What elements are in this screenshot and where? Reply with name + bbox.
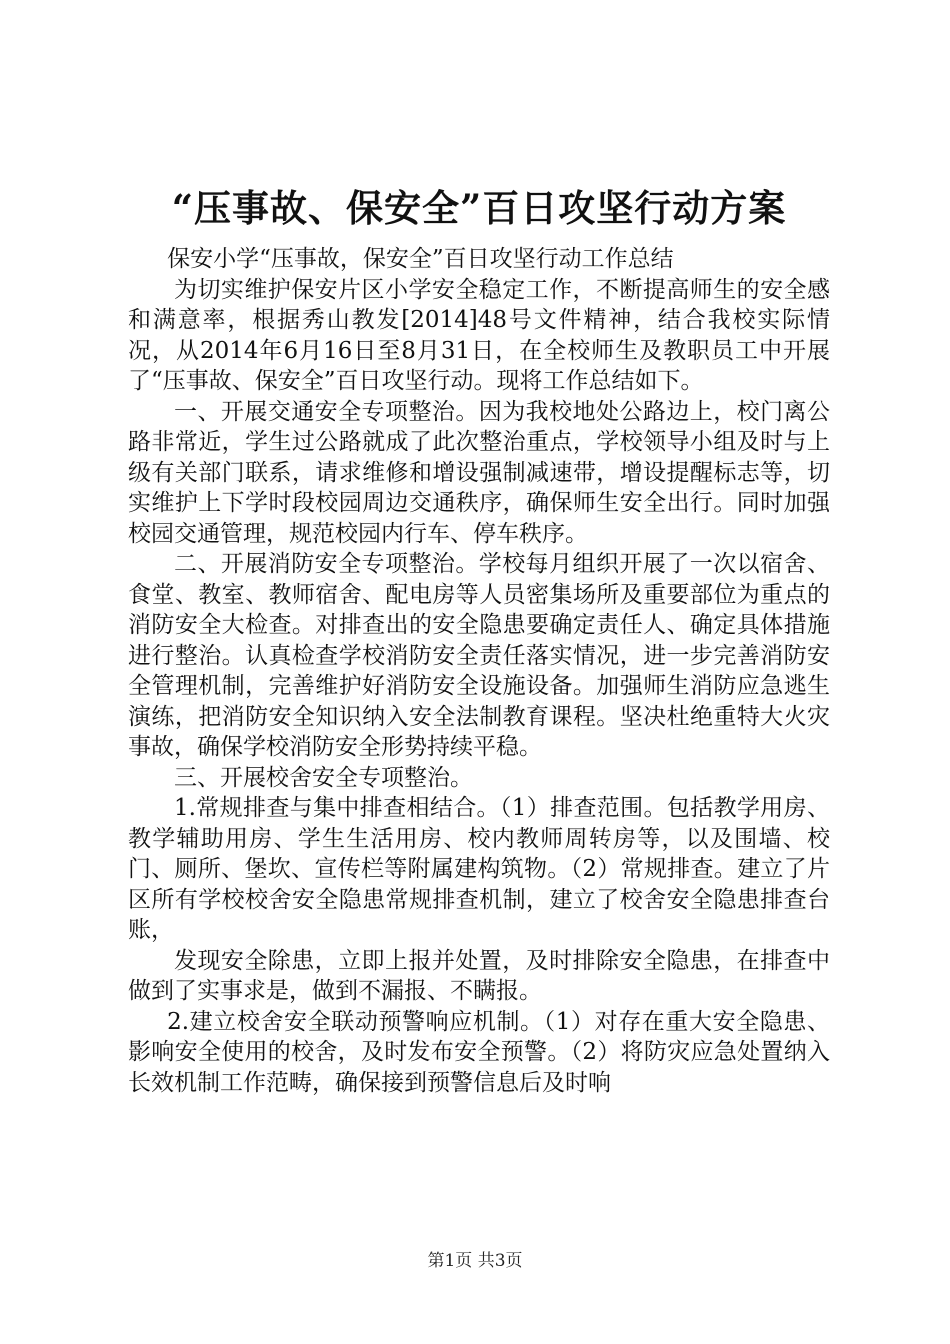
hazard-report-paragraph: 发现安全除患，立即上报并处置，及时排除安全隐患，在排查中做到了实事求是，做到不漏报、不瞒报。	[128, 947, 830, 1004]
document-page	[128, 180, 830, 1098]
document-title: “压事故、保安全”百日攻坚行动方案	[171, 186, 787, 230]
traffic-safety-paragraph: 一、开展交通安全专项整治。因为我校地处公路边上，校门离公路非常近，学生过公路就成了此次整治重点，学校领导小组及时与上级有关部门联系，请求维修和增设强制减速带，增设提醒标志等，切实维护上下学时段校园周边交通秩序，确保师生安全出行。同时加强校园交通管理，规范校园内行车、停车秩序。	[128, 398, 830, 547]
subtitle-paragraph: 保安小学“压事故，保安全”百日攻坚行动工作总结	[167, 246, 674, 272]
building-safety-heading: 三、开展校舍安全专项整治。	[174, 764, 473, 791]
intro-paragraph: 为切实维护保安片区小学安全稳定工作，不断提高师生的安全感和满意率，根据秀山教发[2014]48号文件精神，结合我校实际情况，从2014年6月16日至8月31日，在全校师生及教职员工中开展了“压事故、保安全”百日攻坚行动。现将工作总结如下。	[128, 276, 830, 394]
page-footer: 第1页 共3页	[427, 1251, 523, 1271]
inspection-paragraph: 1.常规排查与集中排查相结合。（1）排查范围。包括教学用房、教学辅助用房、学生生活用房、校内教师周转房等，以及围墙、校门、厕所、堡坎、宣传栏等附属建构筑物。（2）常规排查。建立了片区所有学校校舍安全隐患常规排查机制，建立了校舍安全隐患排查台账，	[128, 795, 830, 943]
fire-safety-paragraph: 二、开展消防安全专项整治。学校每月组织开展了一次以宿舍、食堂、教室、教师宿舍、配电房等人员密集场所及重要部位为重点的消防安全大检查。对排查出的安全隐患要确定责任人、确定具体措施进行整治。认真检查学校消防安全责任落实情况，进一步完善消防安全管理机制，完善维护好消防安全设施设备。加强师生消防应急逃生演练，把消防安全知识纳入安全法制教育课程。坚决杜绝重特大火灾事故，确保学校消防安全形势持续平稳。	[128, 551, 830, 760]
warning-mechanism-paragraph: 2.建立校舍安全联动预警响应机制。（1）对存在重大安全隐患、影响安全使用的校舍，及时发布安全预警。（2）将防灾应急处置纳入长效机制工作范畴，确保接到预警信息后及时响	[128, 1008, 830, 1096]
